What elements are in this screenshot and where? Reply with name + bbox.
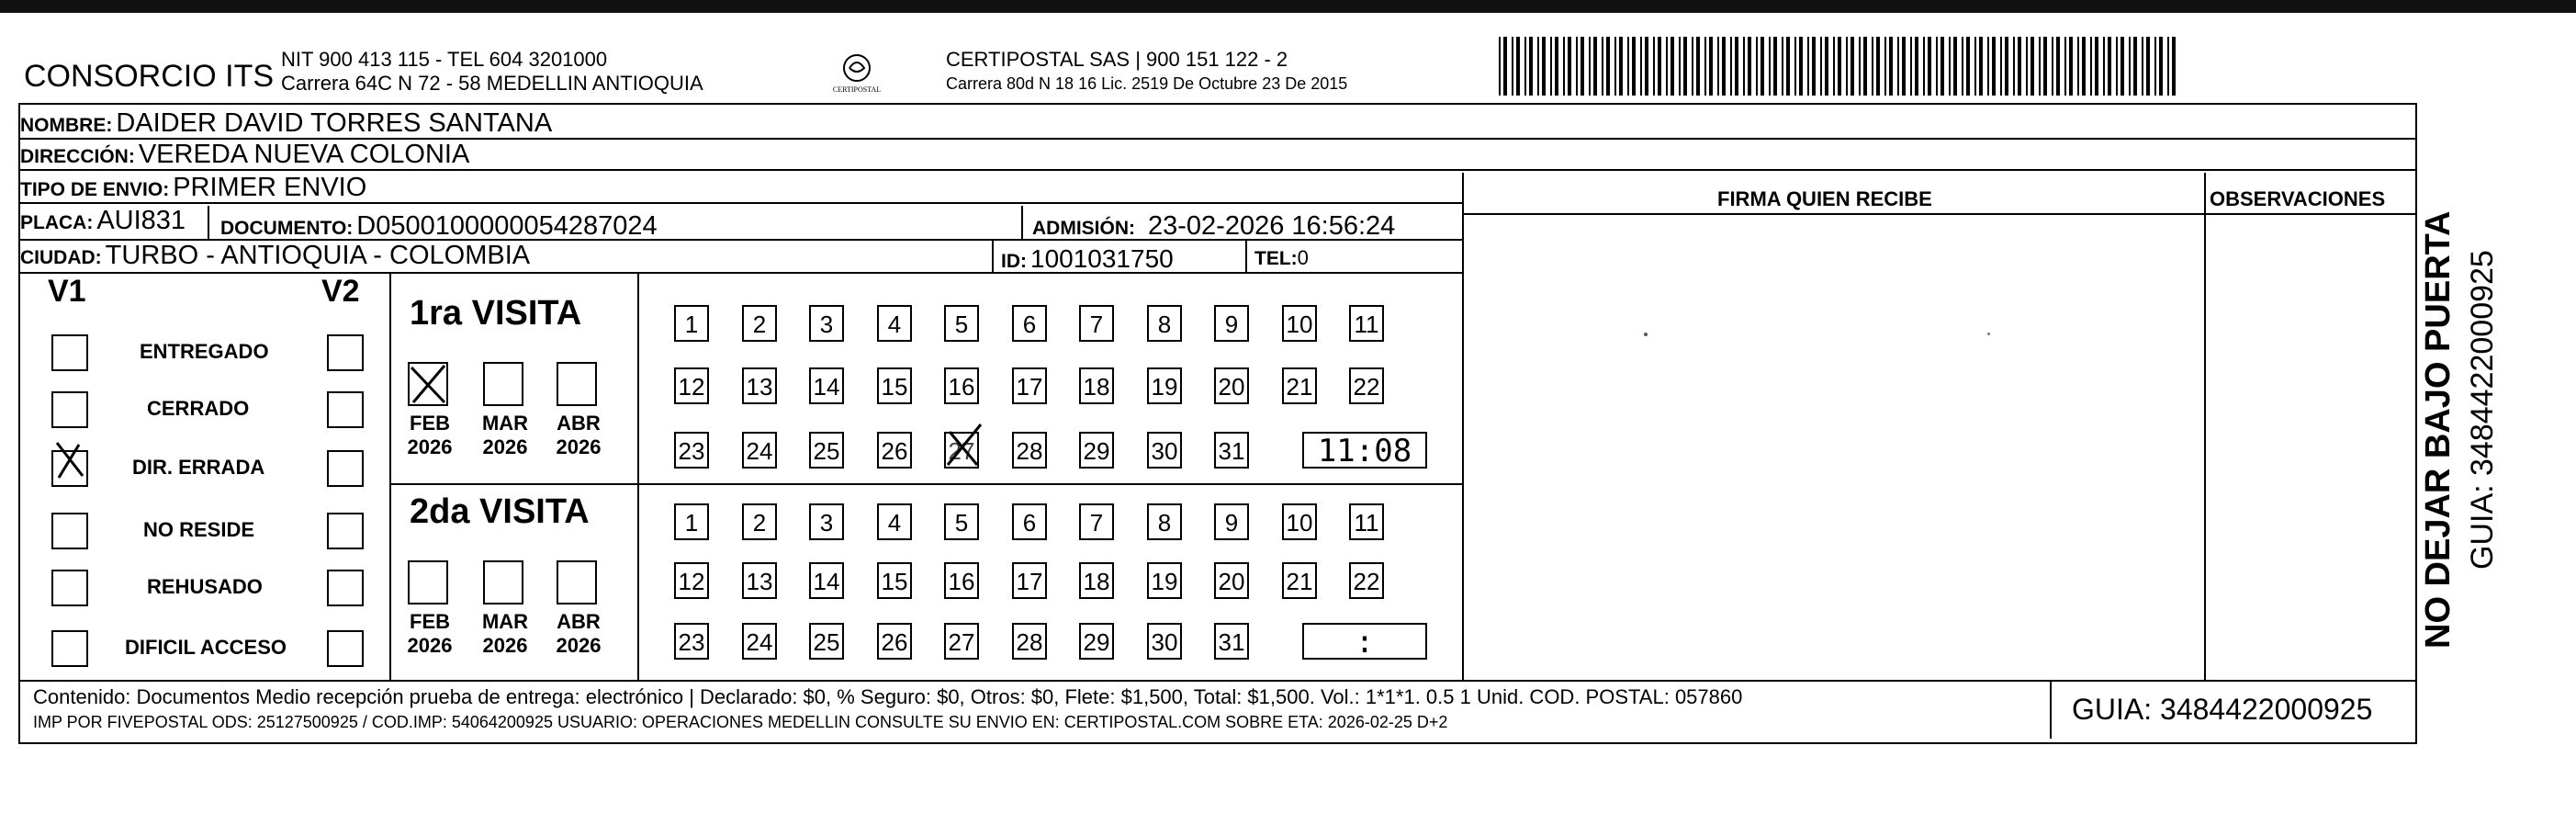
- day-cell[interactable]: 4: [877, 503, 912, 540]
- month-checkbox[interactable]: [408, 362, 448, 406]
- courier-info: [946, 48, 1347, 96]
- company-address: Carrera 64C N 72 - 58 MEDELLIN ANTIOQUIA: [281, 72, 703, 95]
- row-nombre: [20, 108, 2415, 140]
- row-tipo: [20, 173, 1462, 204]
- day-cell[interactable]: 6: [1012, 503, 1047, 540]
- day-cell[interactable]: 19: [1147, 367, 1182, 404]
- second-visit-title: 2da VISITA: [410, 492, 590, 531]
- month-checkbox[interactable]: [557, 560, 597, 604]
- day-cell[interactable]: 11: [1349, 503, 1384, 540]
- divider: [2204, 173, 2206, 682]
- day-cell[interactable]: 8: [1147, 503, 1182, 540]
- day-cell[interactable]: 22: [1349, 562, 1384, 599]
- day-cell[interactable]: 18: [1079, 367, 1114, 404]
- tipo-value: PRIMER ENVIO: [173, 173, 367, 202]
- courier-line: CERTIPOSTAL SAS | 900 151 122 - 2: [946, 48, 1288, 71]
- month-checkbox[interactable]: [408, 560, 448, 604]
- v2-checkbox[interactable]: [327, 391, 364, 428]
- day-cell[interactable]: 10: [1282, 305, 1317, 342]
- footer-content: Contenido: Documentos Medio recepción prueba de entrega: electrónico | Declarado: $0, % Seguro: $0, Otros: $0, Flete: $1,500, Total: $1,500. Vol.: 1*1*1. 0.5 1 Unid. COD. POSTAL: 057860: [33, 685, 1743, 708]
- time-field[interactable]: 11:08: [1302, 432, 1427, 469]
- first-visit-title: 1ra VISITA: [410, 294, 582, 333]
- row-direccion: [20, 140, 2415, 171]
- status-option-label: REHUSADO: [147, 575, 263, 598]
- day-cell[interactable]: 15: [877, 562, 912, 599]
- day-cell[interactable]: 30: [1147, 623, 1182, 660]
- day-cell[interactable]: 2: [742, 305, 777, 342]
- day-cell[interactable]: 28: [1012, 432, 1047, 469]
- tel-value: 0: [1297, 246, 1309, 269]
- day-cell[interactable]: 5: [944, 305, 979, 342]
- day-cell[interactable]: 3: [809, 305, 844, 342]
- day-cell[interactable]: 31: [1214, 623, 1249, 660]
- month-checkbox[interactable]: [483, 362, 523, 406]
- day-cell[interactable]: 1: [674, 305, 709, 342]
- day-cell[interactable]: 14: [809, 562, 844, 599]
- guia-number: GUIA: 3484422000925: [2072, 693, 2373, 726]
- logo-text: CERTIPOSTAL: [832, 85, 882, 94]
- tel-label: TEL:: [1254, 248, 1298, 269]
- month-label: MAR 2026: [481, 610, 529, 657]
- footer-imp: IMP POR FIVEPOSTAL ODS: 25127500925 / COD.IMP: 54064200925 USUARIO: OPERACIONES MEDELLIN CONSULTE SU ENVIO EN: CERTIPOSTAL.COM SOBRE ETA: 2026-02-25 D+2: [33, 713, 1448, 731]
- day-cell[interactable]: 17: [1012, 367, 1047, 404]
- company-info: [281, 48, 703, 96]
- day-cell[interactable]: 7: [1079, 305, 1114, 342]
- v2-header: V2: [321, 274, 360, 309]
- status-option-label: ENTREGADO: [140, 340, 269, 363]
- day-cell[interactable]: 28: [1012, 623, 1047, 660]
- top-border: [0, 0, 2576, 13]
- day-cell[interactable]: 18: [1079, 562, 1114, 599]
- admision-label: ADMISIÓN:: [1032, 218, 1135, 239]
- divider: [1245, 241, 1247, 274]
- day-cell[interactable]: 21: [1282, 562, 1317, 599]
- day-cell[interactable]: 3: [809, 503, 844, 540]
- v2-checkbox[interactable]: [327, 630, 364, 667]
- month-label: FEB 2026: [407, 610, 453, 657]
- day-cell[interactable]: 27: [944, 432, 979, 469]
- nit-line: NIT 900 413 115 - TEL 604 3201000: [281, 48, 608, 71]
- id-value: 1001031750: [1030, 244, 1174, 273]
- side-text: [2417, 129, 2546, 661]
- day-cell[interactable]: 24: [742, 432, 777, 469]
- day-cell[interactable]: 11: [1349, 305, 1384, 342]
- day-cell[interactable]: 27: [944, 623, 979, 660]
- courier-address: Carrera 80d N 18 16 Lic. 2519 De Octubre 23 De 2015: [946, 74, 1348, 93]
- nombre-label: NOMBRE:: [20, 115, 113, 136]
- ciudad-label: CIUDAD:: [20, 247, 102, 268]
- day-cell[interactable]: 23: [674, 432, 709, 469]
- divider: [1021, 206, 1023, 241]
- v2-checkbox[interactable]: [327, 513, 364, 549]
- day-cell[interactable]: 2: [742, 503, 777, 540]
- speck: [1987, 333, 1990, 335]
- month-label: MAR 2026: [481, 412, 529, 458]
- admision: [1032, 211, 1395, 242]
- nombre-value: DAIDER DAVID TORRES SANTANA: [116, 108, 553, 138]
- day-cell[interactable]: 20: [1214, 367, 1249, 404]
- day-cell[interactable]: 6: [1012, 305, 1047, 342]
- month-checkbox[interactable]: [483, 560, 523, 604]
- id-field: [1001, 244, 1174, 274]
- day-cell[interactable]: 16: [944, 562, 979, 599]
- day-cell[interactable]: 31: [1214, 432, 1249, 469]
- no-dejar-warning: NO DEJAR BAJO PUERTA: [2419, 210, 2458, 649]
- speck: [1644, 333, 1648, 336]
- barcode: [1499, 37, 2180, 96]
- divider: [1462, 173, 1464, 682]
- tel-field: [1254, 246, 1309, 270]
- tipo-label: TIPO DE ENVIO:: [20, 179, 170, 200]
- divider: [637, 274, 639, 682]
- day-cell[interactable]: 17: [1012, 562, 1047, 599]
- side-guia: GUIA: 3484422000925: [2465, 250, 2500, 570]
- day-cell[interactable]: 13: [742, 562, 777, 599]
- company-name: CONSORCIO ITS: [24, 59, 275, 94]
- month-label: ABR 2026: [556, 610, 602, 657]
- v1-header: V1: [48, 274, 86, 309]
- v2-checkbox[interactable]: [327, 570, 364, 606]
- day-cell[interactable]: 23: [674, 623, 709, 660]
- ciudad-value: TURBO - ANTIOQUIA - COLOMBIA: [105, 241, 531, 270]
- placa-label: PLACA:: [20, 212, 94, 233]
- day-cell[interactable]: 10: [1282, 503, 1317, 540]
- v1-checkbox[interactable]: [51, 630, 88, 667]
- id-label: ID:: [1001, 251, 1027, 272]
- v1-checkbox[interactable]: [51, 450, 88, 487]
- day-cell[interactable]: 9: [1214, 503, 1249, 540]
- day-cell[interactable]: 1: [674, 503, 709, 540]
- day-cell[interactable]: 20: [1214, 562, 1249, 599]
- status-option-label: DIFICIL ACCESO: [125, 636, 287, 659]
- status-option-label: CERRADO: [147, 397, 250, 420]
- documento-label: DOCUMENTO:: [220, 218, 354, 239]
- day-cell[interactable]: 4: [877, 305, 912, 342]
- divider: [208, 206, 209, 241]
- divider: [1462, 213, 2417, 215]
- observaciones-header: OBSERVACIONES: [2210, 187, 2386, 210]
- v1-checkbox[interactable]: [51, 391, 88, 428]
- v1-checkbox[interactable]: [51, 513, 88, 549]
- direccion-value: VEREDA NUEVA COLONIA: [138, 140, 470, 169]
- time-field[interactable]: :: [1302, 623, 1427, 660]
- firma-header: FIRMA QUIEN RECIBE: [1717, 187, 1932, 210]
- day-cell[interactable]: 21: [1282, 367, 1317, 404]
- day-cell[interactable]: 5: [944, 503, 979, 540]
- day-cell[interactable]: 29: [1079, 623, 1114, 660]
- day-cell[interactable]: 29: [1079, 432, 1114, 469]
- admision-value: 23-02-2026 16:56:24: [1148, 211, 1396, 241]
- day-cell[interactable]: 22: [1349, 367, 1384, 404]
- day-cell[interactable]: 16: [944, 367, 979, 404]
- month-label: FEB 2026: [407, 412, 453, 458]
- day-cell[interactable]: 25: [809, 623, 844, 660]
- v1-checkbox[interactable]: [51, 570, 88, 606]
- direccion-label: DIRECCIÓN:: [20, 146, 135, 167]
- day-cell[interactable]: 12: [674, 562, 709, 599]
- month-checkbox[interactable]: [557, 362, 597, 406]
- status-option-label: NO RESIDE: [143, 518, 255, 541]
- day-cell[interactable]: 26: [877, 432, 912, 469]
- day-cell[interactable]: 30: [1147, 432, 1182, 469]
- day-cell[interactable]: 8: [1147, 305, 1182, 342]
- day-cell[interactable]: 14: [809, 367, 844, 404]
- documento-value: D0500100000054287024: [356, 211, 658, 241]
- divider: [992, 241, 994, 274]
- day-cell[interactable]: 26: [877, 623, 912, 660]
- day-cell[interactable]: 25: [809, 432, 844, 469]
- day-cell[interactable]: 7: [1079, 503, 1114, 540]
- day-cell[interactable]: 24: [742, 623, 777, 660]
- v2-checkbox[interactable]: [327, 450, 364, 487]
- divider: [389, 274, 391, 682]
- day-cell[interactable]: 12: [674, 367, 709, 404]
- placa-value: AUI831: [96, 206, 186, 235]
- v2-checkbox[interactable]: [327, 334, 364, 371]
- v1-checkbox[interactable]: [51, 334, 88, 371]
- day-cell[interactable]: 9: [1214, 305, 1249, 342]
- status-option-label: DIR. ERRADA: [132, 456, 265, 479]
- day-cell[interactable]: 19: [1147, 562, 1182, 599]
- divider: [389, 483, 1464, 485]
- day-cell[interactable]: 15: [877, 367, 912, 404]
- documento: [220, 211, 658, 242]
- day-cell[interactable]: 13: [742, 367, 777, 404]
- month-label: ABR 2026: [556, 412, 602, 458]
- certipostal-logo: [825, 48, 889, 103]
